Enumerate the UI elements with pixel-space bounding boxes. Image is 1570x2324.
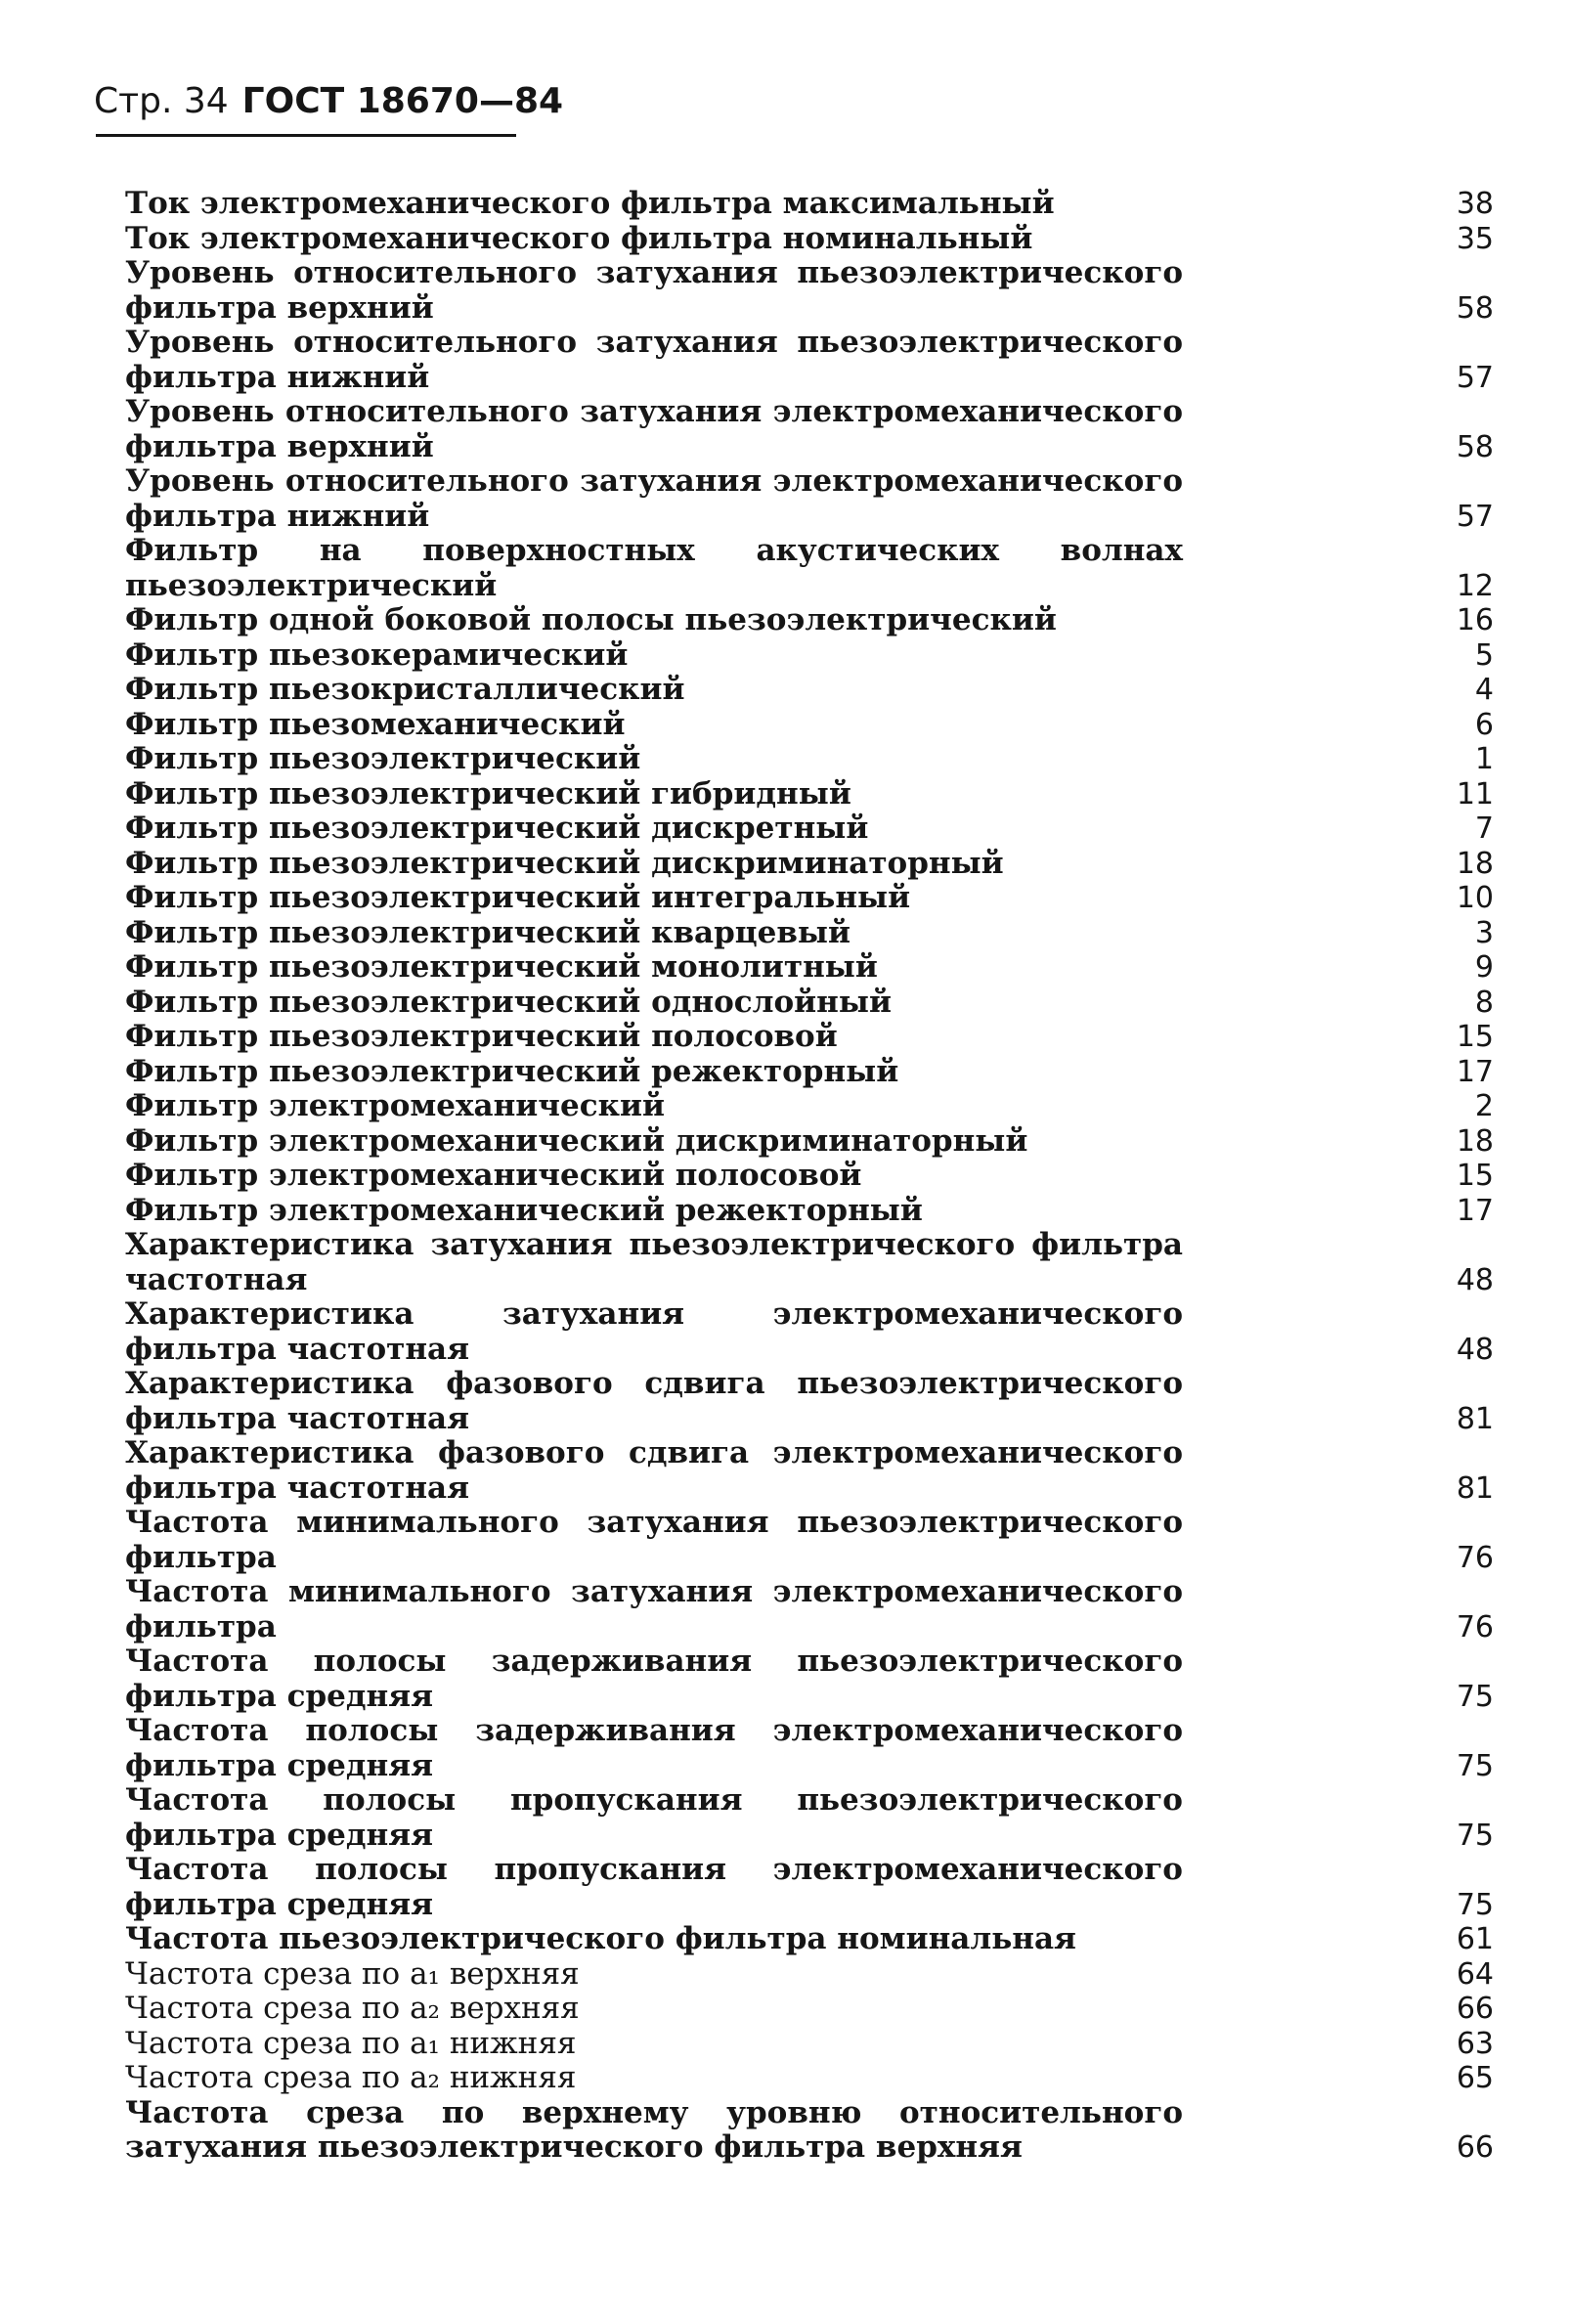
index-entry [125,256,1494,326]
index-term: Фильтр электромеханический [125,1088,665,1123]
index-page-number: 18 [1456,846,1494,881]
index-page-number: 57 [1456,499,1494,534]
index-term: Частота полосы задерживания пьезоэлектрического фильтра средняя [125,1644,1183,1714]
index-entry [125,916,1494,951]
index-page-number: 75 [1456,1748,1494,1783]
index-term: Ток электромеханического фильтра номинальный [125,220,1033,256]
index-entry [125,1506,1494,1575]
index-page-number: 61 [1456,1922,1494,1956]
index-page-number: 17 [1456,1054,1494,1089]
index-entry [125,1957,1494,1993]
index-term: Частота среза по верхнему уровню относительного затухания пьезоэлектрического фильтра верхняя [125,2094,1183,2165]
index-term: Фильтр электромеханический режекторный [125,1192,923,1228]
index-page-number: 63 [1456,2026,1494,2061]
index-term: Фильтр пьезоэлектрический режекторный [125,1053,899,1089]
index-term: Частота полосы пропускания пьезоэлектрического фильтра средняя [125,1782,1183,1853]
index-page-number: 76 [1456,1609,1494,1644]
index-page-number: 81 [1456,1470,1494,1506]
index-page-number: 4 [1474,673,1494,707]
index-entry [125,1020,1494,1055]
index-term: Уровень относительного затухания пьезоэлектрического фильтра верхний [125,255,1183,326]
index-entry [125,1644,1494,1714]
index-term: Фильтр электромеханический полосовой [125,1158,862,1193]
index-term: Уровень относительного затухания электромеханического фильтра верхний [125,394,1183,464]
index-term: Характеристика затухания пьезоэлектрического фильтра частотная [125,1227,1183,1297]
index-term: Фильтр пьезоэлектрический [125,741,641,776]
index-entry [125,881,1494,916]
index-page-number: 38 [1456,187,1494,221]
index-entry [125,1159,1494,1194]
index-entry [125,847,1494,882]
index-page-number: 16 [1456,603,1494,637]
index-entry [125,1124,1494,1160]
index-page-number: 2 [1474,1089,1494,1123]
index-page-number: 9 [1474,950,1494,985]
index-page-number: 81 [1456,1401,1494,1436]
index-entry [125,1089,1494,1124]
standard-designation: ГОСТ 18670—84 [241,81,564,121]
index-entry [125,1194,1494,1229]
index-term: Фильтр пьезоэлектрический интегральный [125,880,911,915]
index-term: Характеристика фазового сдвига электромеханического фильтра частотная [125,1435,1183,1506]
index-page-number: 7 [1474,811,1494,846]
index-page-number: 1 [1474,742,1494,776]
index-page-number: 35 [1456,221,1494,256]
index-term: Уровень относительного затухания пьезоэлектрического фильтра нижний [125,325,1183,395]
index-term: Фильтр пьезоэлектрический дискретный [125,811,869,846]
index-term: Фильтр пьезоэлектрический кварцевый [125,914,850,950]
index-term: Частота среза по a₂ нижняя [125,2060,577,2095]
index-entry [125,395,1494,464]
index-term: Фильтр на поверхностных акустических волнах пьезоэлектрический [125,533,1183,603]
index-term: Ток электромеханического фильтра максимальный [125,186,1055,221]
index-term: Фильтр электромеханический дискриминаторный [125,1122,1028,1159]
index-entry [125,673,1494,708]
index-entry [125,1297,1494,1367]
page-number-label: Стр. 34 [94,81,229,121]
index-entry [125,2061,1494,2096]
index-entry [125,742,1494,777]
index-page-number: 76 [1456,1540,1494,1575]
index-page-number: 66 [1456,2130,1494,2165]
index-term: Частота полосы пропускания электромеханического фильтра средняя [125,1852,1183,1922]
index-entry [125,534,1494,603]
index-entry [125,986,1494,1021]
index-term: Фильтр пьезоэлектрический полосовой [125,1019,838,1054]
index-page-number: 58 [1456,429,1494,464]
index-page-number: 48 [1456,1332,1494,1367]
index-page-number: 17 [1456,1193,1494,1228]
index-entry [125,1228,1494,1297]
index-page-number: 66 [1456,1992,1494,2026]
index-entry [125,1575,1494,1644]
index-page-number: 65 [1456,2061,1494,2095]
index-term: Частота минимального затухания электромеханического фильтра [125,1574,1183,1644]
header-underline [96,134,516,137]
index-page-number: 64 [1456,1956,1494,1992]
index-term: Фильтр пьезоэлектрический гибридный [125,775,851,811]
index-entry [125,2096,1494,2166]
index-page-number: 3 [1474,915,1494,950]
index-term: Фильтр пьезокерамический [125,636,629,673]
index-entry [125,1367,1494,1436]
index-term: Фильтр одной боковой полосы пьезоэлектрический [125,602,1057,637]
index-entry [125,1992,1494,2027]
index-term: Частота полосы задерживания электромеханического фильтра средняя [125,1713,1183,1783]
index-page-number: 58 [1456,290,1494,326]
index-entry [125,950,1494,986]
index-term: Фильтр пьезоэлектрический монолитный [125,949,878,985]
index-entry [125,777,1494,812]
index-term: Частота среза по a₂ верхняя [125,1991,580,2026]
index-term: Фильтр пьезокристаллический [125,672,685,707]
index-entry [125,708,1494,743]
index-entry [125,1922,1494,1957]
index-page-number: 75 [1456,1679,1494,1714]
index-page-number: 18 [1456,1123,1494,1159]
index-term: Частота среза по a₁ верхняя [125,1955,580,1992]
index-page-number: 6 [1474,707,1494,742]
index-page-number: 8 [1474,985,1494,1020]
index-term: Уровень относительного затухания электромеханического фильтра нижний [125,463,1183,534]
index-entry [125,464,1494,534]
index-term: Фильтр пьезоэлектрический дискриминаторный [125,845,1004,881]
index-page-number: 5 [1474,637,1494,673]
index-entry [125,811,1494,847]
index-term: Фильтр пьезоэлектрический однослойный [125,984,892,1020]
index-term: Частота среза по a₁ нижняя [125,2025,577,2061]
index-page-number: 12 [1456,568,1494,603]
index-entry [125,1436,1494,1506]
index-term: Фильтр пьезомеханический [125,706,626,742]
index-entry [125,1714,1494,1783]
index-entry [125,638,1494,674]
index-entry [125,222,1494,257]
index-entry [125,1055,1494,1090]
index-entry [125,603,1494,638]
index-page-number: 10 [1456,881,1494,915]
index-page-number: 15 [1456,1020,1494,1054]
index-term: Характеристика фазового сдвига пьезоэлектрического фильтра частотная [125,1366,1183,1436]
index-entry [125,326,1494,395]
index-term: Частота пьезоэлектрического фильтра номинальная [125,1921,1076,1956]
page-header [94,80,563,123]
index-entry [125,1783,1494,1853]
index-page-number: 11 [1456,776,1494,811]
index-page-number: 75 [1456,1887,1494,1922]
index-page-number: 57 [1456,360,1494,395]
index-term: Характеристика затухания электромеханического фильтра частотная [125,1296,1183,1367]
index-page-number: 15 [1456,1159,1494,1193]
index-page-number: 75 [1456,1818,1494,1853]
index-page-number: 48 [1456,1262,1494,1297]
index-term: Частота минимального затухания пьезоэлектрического фильтра [125,1505,1183,1575]
index-entry [125,2027,1494,2062]
alphabetical-term-index [125,187,1494,2166]
index-entry [125,1853,1494,1922]
index-entry [125,187,1494,222]
